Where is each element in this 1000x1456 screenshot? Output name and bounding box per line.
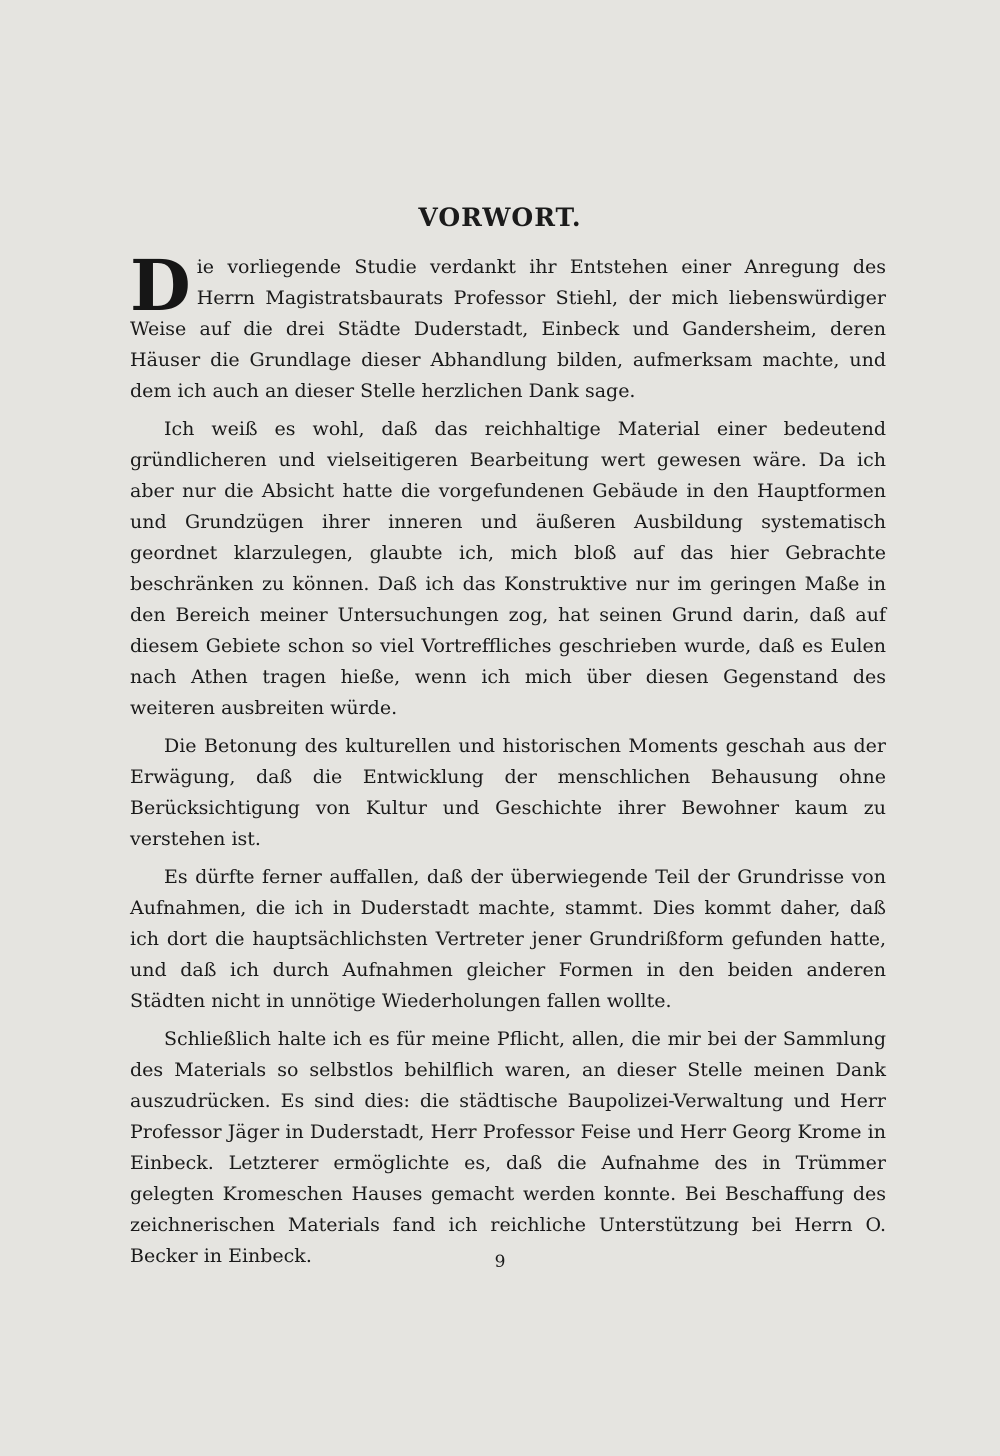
paragraph-1: [130, 244, 886, 407]
paragraph-4: Es dürfte ferner auffallen, daß der überwiegende Teil der Grundrisse von Aufnahmen, die ich in Duderstadt machte, stammt. Dies kommt daher, daß ich dort die hauptsächlichsten Vertreter jener Grundrißform gefunden hatte, und daß ich durch Aufnahmen gleicher Formen in den beiden anderen Städten nicht in unnötige Wiederholungen fallen wollte.: [130, 866, 886, 1012]
body-text: [130, 244, 886, 1279]
paragraph-2: Ich weiß es wohl, daß das reichhaltige Material einer bedeutend gründlicheren und vielseitigeren Bearbeitung wert gewesen wäre. Da ich aber nur die Absicht hatte die vorgefundenen Gebäude in den Hauptformen und Grundzügen ihrer inneren und äußeren Ausbildung systematisch geordnet klarzulegen, glaubte ich, mich bloß auf das hier Gebrachte beschränken zu können. Daß ich das Konstruktive nur im geringen Maße in den Bereich meiner Untersuchungen zog, hat seinen Grund darin, daß auf diesem Gebiete schon so viel Vortreffliches geschrieben wurde, daß es Eulen nach Athen tragen hieße, wenn ich mich über diesen Gegenstand des weiteren ausbreiten würde.: [130, 418, 886, 719]
paragraph-1-text: ie vorliegende Studie verdankt ihr Entstehen einer Anregung des Herrn Magistratsbaurats Professor Stiehl, der mich liebenswürdiger Weise auf die drei Städte Duderstadt, Einbeck und Gandersheim, deren Häuser die Grundlage dieser Abhandlung bilden, aufmerksam machte, und dem ich auch an dieser Stelle herzlichen Dank sage.: [130, 256, 886, 402]
drop-cap: D: [130, 244, 191, 327]
page-title: VORWORT.: [418, 203, 582, 232]
paragraph-5: Schließlich halte ich es für meine Pflicht, allen, die mir bei der Sammlung des Materials so selbstlos behilflich waren, an dieser Stelle meinen Dank auszudrücken. Es sind dies: die städtische Baupolizei-Verwaltung und Herr Professor Jäger in Duderstadt, Herr Professor Feise und Herr Georg Krome in Einbeck. Letzterer ermöglichte es, daß die Aufnahme des in Trümmer gelegten Kromeschen Hauses gemacht werden konnte. Bei Beschaffung des zeichnerischen Materials fand ich reichliche Unterstützung bei Herrn O. Becker in Einbeck.: [130, 1028, 886, 1267]
page-number: 9: [494, 1252, 506, 1272]
paragraph-3: Die Betonung des kulturellen und historischen Moments geschah aus der Erwägung, daß die Entwicklung der menschlichen Behausung ohne Berücksichtigung von Kultur und Geschichte ihrer Bewohner kaum zu verstehen ist.: [130, 735, 886, 850]
